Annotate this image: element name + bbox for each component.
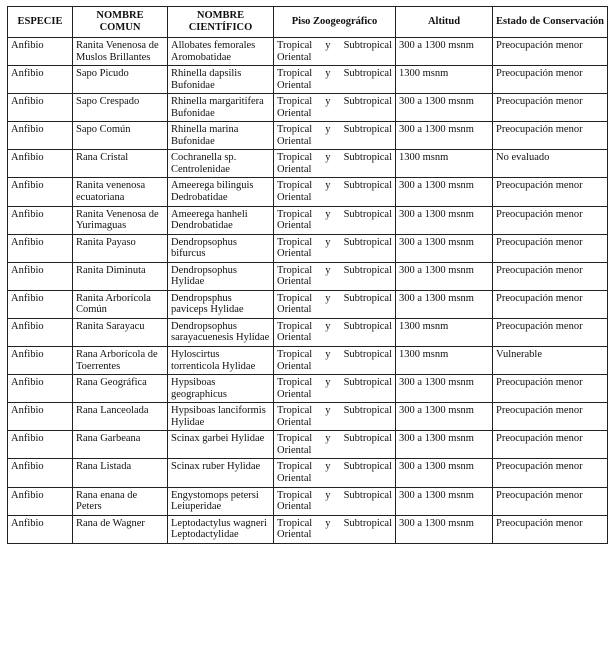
cell-piso: Tropical y Subtropical Oriental [274,66,396,94]
cell-nombre-cientifico: Cochranella sp. Centrolenidae [168,150,274,178]
header-piso-zoogeografico: Piso Zoogeográfico [274,7,396,38]
cell-piso: Tropical y Subtropical Oriental [274,487,396,515]
cell-estado: Preocupación menor [493,487,608,515]
cell-especie: Anfibio [8,459,73,487]
cell-estado: Vulnerable [493,347,608,375]
cell-especie: Anfibio [8,234,73,262]
cell-altitud: 300 a 1300 msnm [396,515,493,543]
species-table [7,6,608,544]
table-row [8,347,608,375]
cell-especie: Anfibio [8,122,73,150]
cell-nombre-comun: Rana enana de Peters [73,487,168,515]
table-row [8,459,608,487]
cell-altitud: 1300 msnm [396,150,493,178]
cell-estado: Preocupación menor [493,262,608,290]
header-estado-conservacion: Estado de Conservación [493,7,608,38]
cell-nombre-comun: Ranita Arborícola Común [73,290,168,318]
cell-nombre-cientifico: Rhinella marina Bufonidae [168,122,274,150]
cell-nombre-comun: Rana Geográfica [73,375,168,403]
cell-especie: Anfibio [8,431,73,459]
cell-nombre-cientifico: Hyloscirtus torrenticola Hylidae [168,347,274,375]
cell-estado: Preocupación menor [493,206,608,234]
cell-especie: Anfibio [8,403,73,431]
header-especie: ESPECIE [8,7,73,38]
cell-altitud: 1300 msnm [396,66,493,94]
cell-altitud: 300 a 1300 msnm [396,94,493,122]
cell-nombre-comun: Ranita Payaso [73,234,168,262]
cell-estado: Preocupación menor [493,38,608,66]
cell-especie: Anfibio [8,515,73,543]
cell-altitud: 300 a 1300 msnm [396,487,493,515]
cell-nombre-comun: Rana Lanceolada [73,403,168,431]
table-row [8,318,608,346]
cell-piso: Tropical y Subtropical Oriental [274,459,396,487]
cell-piso: Tropical y Subtropical Oriental [274,515,396,543]
table-row [8,515,608,543]
table-header [8,7,608,38]
cell-altitud: 300 a 1300 msnm [396,290,493,318]
table-row [8,262,608,290]
table-row [8,403,608,431]
cell-nombre-comun: Ranita venenosa ecuatoriana [73,178,168,206]
document-page [7,6,607,544]
header-row [8,7,608,38]
cell-estado: Preocupación menor [493,66,608,94]
cell-especie: Anfibio [8,318,73,346]
cell-nombre-cientifico: Engystomops petersi Leiuperidae [168,487,274,515]
table-row [8,66,608,94]
cell-nombre-comun: Sapo Común [73,122,168,150]
table-row [8,290,608,318]
cell-nombre-cientifico: Ameerega bilinguis Dedrobatidae [168,178,274,206]
cell-altitud: 300 a 1300 msnm [396,262,493,290]
cell-altitud: 300 a 1300 msnm [396,178,493,206]
cell-piso: Tropical y Subtropical Oriental [274,178,396,206]
cell-altitud: 300 a 1300 msnm [396,38,493,66]
cell-nombre-comun: Ranita Venenosa de Muslos Brillantes [73,38,168,66]
table-row [8,122,608,150]
cell-altitud: 300 a 1300 msnm [396,206,493,234]
cell-nombre-cientifico: Scinax ruber Hylidae [168,459,274,487]
cell-estado: Preocupación menor [493,375,608,403]
cell-nombre-cientifico: Leptodactylus wagneri Leptodactylidae [168,515,274,543]
cell-nombre-comun: Sapo Crespado [73,94,168,122]
cell-especie: Anfibio [8,290,73,318]
cell-altitud: 300 a 1300 msnm [396,375,493,403]
cell-piso: Tropical y Subtropical Oriental [274,318,396,346]
cell-estado: Preocupación menor [493,459,608,487]
cell-altitud: 1300 msnm [396,347,493,375]
cell-especie: Anfibio [8,178,73,206]
cell-nombre-cientifico: Rhinella margaritifera Bufonidae [168,94,274,122]
cell-estado: Preocupación menor [493,515,608,543]
header-nombre-cientifico: NOMBRE CIENTÍFICO [168,7,274,38]
cell-nombre-cientifico: Dendropsphus paviceps Hylidae [168,290,274,318]
cell-estado: Preocupación menor [493,318,608,346]
cell-nombre-comun: Sapo Picudo [73,66,168,94]
cell-piso: Tropical y Subtropical Oriental [274,38,396,66]
cell-especie: Anfibio [8,150,73,178]
cell-especie: Anfibio [8,38,73,66]
cell-especie: Anfibio [8,66,73,94]
table-row [8,375,608,403]
cell-nombre-cientifico: Rhinella dapsilis Bufonidae [168,66,274,94]
cell-nombre-comun: Ranita Diminuta [73,262,168,290]
table-row [8,234,608,262]
cell-especie: Anfibio [8,347,73,375]
cell-nombre-comun: Ranita Venenosa de Yurimaguas [73,206,168,234]
header-nombre-comun: NOMBRE COMUN [73,7,168,38]
cell-nombre-comun: Rana Arborícola de Toerrentes [73,347,168,375]
table-row [8,487,608,515]
cell-altitud: 300 a 1300 msnm [396,234,493,262]
cell-piso: Tropical y Subtropical Oriental [274,94,396,122]
cell-piso: Tropical y Subtropical Oriental [274,150,396,178]
cell-piso: Tropical y Subtropical Oriental [274,262,396,290]
cell-piso: Tropical y Subtropical Oriental [274,122,396,150]
table-body [8,38,608,544]
table-row [8,150,608,178]
cell-nombre-cientifico: Scinax garbei Hylidae [168,431,274,459]
cell-altitud: 300 a 1300 msnm [396,431,493,459]
cell-piso: Tropical y Subtropical Oriental [274,431,396,459]
table-row [8,94,608,122]
cell-piso: Tropical y Subtropical Oriental [274,403,396,431]
table-row [8,206,608,234]
header-altitud: Altitud [396,7,493,38]
cell-especie: Anfibio [8,94,73,122]
cell-estado: Preocupación menor [493,178,608,206]
cell-estado: No evaluado [493,150,608,178]
cell-estado: Preocupación menor [493,94,608,122]
cell-estado: Preocupación menor [493,122,608,150]
cell-nombre-comun: Rana de Wagner [73,515,168,543]
cell-piso: Tropical y Subtropical Oriental [274,375,396,403]
cell-especie: Anfibio [8,375,73,403]
cell-nombre-comun: Rana Cristal [73,150,168,178]
cell-estado: Preocupación menor [493,431,608,459]
cell-especie: Anfibio [8,262,73,290]
cell-nombre-cientifico: Ameerega hanheli Dendrobatidae [168,206,274,234]
cell-altitud: 1300 msnm [396,318,493,346]
cell-nombre-cientifico: Hypsiboas geographicus [168,375,274,403]
cell-nombre-cientifico: Dendropsophus Hylidae [168,262,274,290]
cell-altitud: 300 a 1300 msnm [396,403,493,431]
cell-nombre-comun: Ranita Sarayacu [73,318,168,346]
cell-altitud: 300 a 1300 msnm [396,459,493,487]
cell-nombre-comun: Rana Garbeana [73,431,168,459]
cell-piso: Tropical y Subtropical Oriental [274,234,396,262]
cell-piso: Tropical y Subtropical Oriental [274,206,396,234]
cell-altitud: 300 a 1300 msnm [396,122,493,150]
cell-estado: Preocupación menor [493,403,608,431]
cell-estado: Preocupación menor [493,290,608,318]
cell-nombre-cientifico: Dendropsophus sarayacuenesis Hylidae [168,318,274,346]
cell-especie: Anfibio [8,206,73,234]
cell-nombre-cientifico: Dendropsophus bifurcus [168,234,274,262]
cell-especie: Anfibio [8,487,73,515]
table-row [8,178,608,206]
cell-piso: Tropical y Subtropical Oriental [274,347,396,375]
table-row [8,38,608,66]
cell-estado: Preocupación menor [493,234,608,262]
cell-nombre-cientifico: Allobates femorales Aromobatidae [168,38,274,66]
cell-piso: Tropical y Subtropical Oriental [274,290,396,318]
cell-nombre-comun: Rana Listada [73,459,168,487]
cell-nombre-cientifico: Hypsiboas lanciformis Hylidae [168,403,274,431]
table-row [8,431,608,459]
